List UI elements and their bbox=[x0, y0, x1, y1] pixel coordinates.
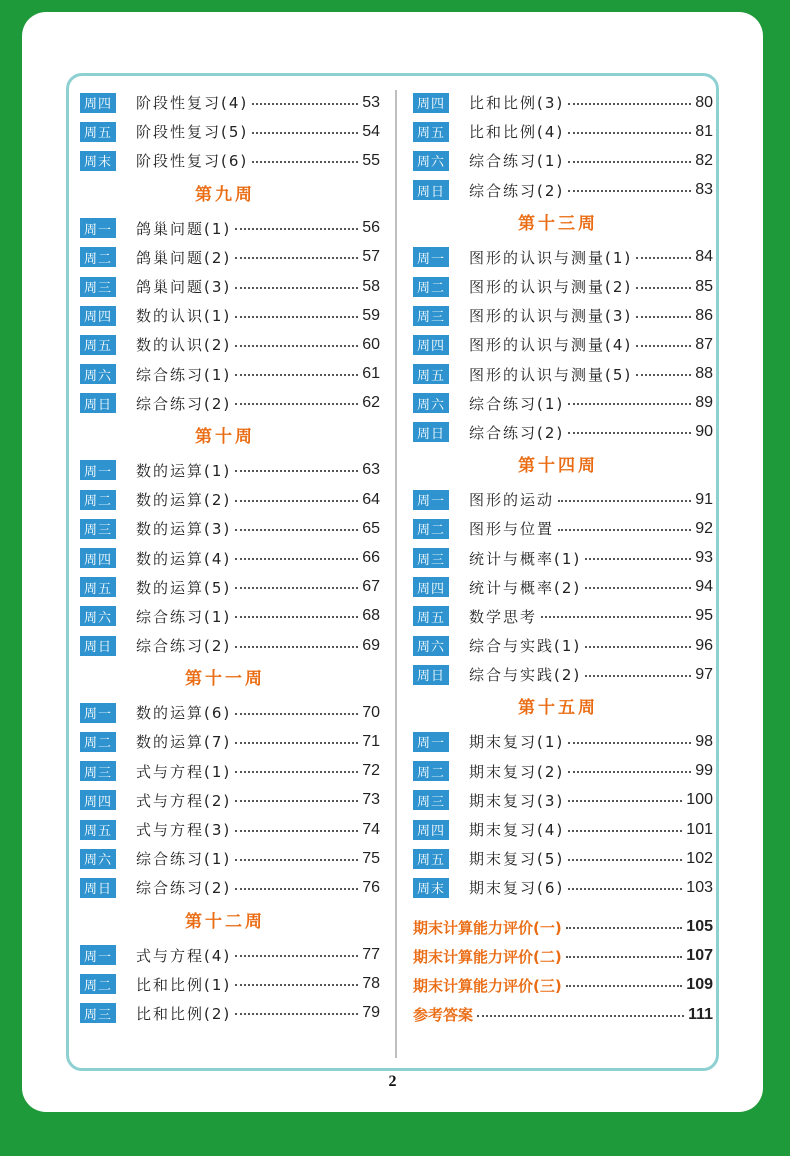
day-tag: 周一 bbox=[80, 460, 116, 480]
dot-leader bbox=[235, 470, 358, 472]
day-tag: 周三 bbox=[413, 548, 449, 568]
dot-leader bbox=[235, 228, 358, 230]
dot-leader bbox=[235, 287, 358, 289]
entry-title: 综合与实践(1) bbox=[469, 637, 582, 656]
entry-title: 图形与位置 bbox=[469, 520, 555, 539]
toc-entry[interactable] bbox=[80, 602, 380, 631]
entry-title: 数的认识(1) bbox=[136, 307, 232, 326]
week-heading: 第十三周 bbox=[518, 213, 598, 234]
entry-page-number: 85 bbox=[695, 277, 713, 295]
toc-entry[interactable] bbox=[80, 844, 380, 873]
entry-title: 式与方程(4) bbox=[136, 946, 232, 965]
entry-title: 图形的认识与测量(5) bbox=[469, 365, 633, 384]
entry-page-number: 70 bbox=[362, 703, 380, 721]
week-heading: 第十二周 bbox=[185, 911, 265, 932]
day-tag: 周二 bbox=[80, 732, 116, 752]
entry-page-number: 88 bbox=[695, 365, 713, 383]
dot-leader bbox=[235, 800, 358, 802]
entry-page-number: 101 bbox=[686, 820, 713, 838]
dot-leader bbox=[235, 558, 358, 560]
entry-title: 参考答案 bbox=[413, 1006, 474, 1025]
day-tag: 周四 bbox=[413, 335, 449, 355]
entry-page-number: 71 bbox=[362, 732, 380, 750]
entry-title: 综合练习(2) bbox=[136, 394, 232, 413]
dot-leader bbox=[636, 316, 691, 318]
toc-entry[interactable] bbox=[413, 243, 713, 272]
entry-page-number: 102 bbox=[686, 849, 713, 867]
day-tag: 周五 bbox=[413, 364, 449, 384]
entry-title: 综合练习(1) bbox=[136, 365, 232, 384]
dot-leader bbox=[568, 888, 682, 890]
dot-leader bbox=[585, 675, 691, 677]
dot-leader bbox=[252, 132, 358, 134]
entry-page-number: 89 bbox=[695, 394, 713, 412]
entry-title: 综合练习(1) bbox=[469, 152, 565, 171]
toc-entry[interactable] bbox=[80, 815, 380, 844]
toc-right-column bbox=[413, 88, 713, 1029]
toc-entry[interactable] bbox=[80, 941, 380, 970]
entry-page-number: 57 bbox=[362, 248, 380, 266]
entry-page-number: 90 bbox=[695, 423, 713, 441]
entry-page-number: 91 bbox=[695, 490, 713, 508]
week-heading: 第九周 bbox=[195, 184, 255, 205]
day-tag: 周日 bbox=[80, 636, 116, 656]
entry-title: 综合与实践(2) bbox=[469, 666, 582, 685]
day-tag: 周末 bbox=[413, 878, 449, 898]
entry-page-number: 107 bbox=[686, 947, 713, 965]
entry-title: 式与方程(1) bbox=[136, 762, 232, 781]
entry-title: 综合练习(2) bbox=[469, 181, 565, 200]
entry-page-number: 80 bbox=[695, 93, 713, 111]
entry-page-number: 86 bbox=[695, 306, 713, 324]
entry-page-number: 74 bbox=[362, 820, 380, 838]
day-tag: 周三 bbox=[80, 1003, 116, 1023]
toc-entry[interactable] bbox=[413, 176, 713, 205]
dot-leader bbox=[568, 432, 691, 434]
entry-title: 数的认识(2) bbox=[136, 336, 232, 355]
day-tag: 周日 bbox=[413, 180, 449, 200]
entry-title: 数的运算(5) bbox=[136, 578, 232, 597]
entry-page-number: 75 bbox=[362, 849, 380, 867]
dot-leader bbox=[235, 616, 358, 618]
entry-title: 图形的认识与测量(2) bbox=[469, 278, 633, 297]
day-tag: 周六 bbox=[413, 636, 449, 656]
day-tag: 周五 bbox=[80, 577, 116, 597]
entry-title: 期末复习(1) bbox=[469, 733, 565, 752]
entry-page-number: 62 bbox=[362, 394, 380, 412]
toc-entry[interactable] bbox=[413, 543, 713, 572]
toc-entry[interactable] bbox=[80, 514, 380, 543]
toc-frame bbox=[66, 73, 719, 1071]
entry-title: 比和比例(1) bbox=[136, 975, 232, 994]
dot-leader bbox=[235, 984, 358, 986]
day-tag: 周一 bbox=[413, 247, 449, 267]
toc-entry[interactable] bbox=[413, 757, 713, 786]
page-sheet bbox=[22, 12, 763, 1112]
toc-left-column bbox=[80, 88, 380, 1028]
entry-title: 数学思考 bbox=[469, 607, 538, 626]
day-tag: 周五 bbox=[80, 335, 116, 355]
day-tag: 周日 bbox=[80, 393, 116, 413]
day-tag: 周六 bbox=[80, 849, 116, 869]
toc-entry[interactable] bbox=[80, 330, 380, 359]
dot-leader bbox=[235, 257, 358, 259]
entry-page-number: 73 bbox=[362, 791, 380, 809]
dot-leader bbox=[568, 771, 691, 773]
entry-title: 阶段性复习(4) bbox=[136, 94, 249, 113]
dot-leader bbox=[636, 287, 691, 289]
toc-entry[interactable] bbox=[80, 243, 380, 272]
day-tag: 周五 bbox=[80, 820, 116, 840]
week-heading: 第十五周 bbox=[518, 698, 598, 719]
dot-leader bbox=[566, 927, 683, 929]
dot-leader bbox=[477, 1015, 684, 1017]
entry-page-number: 93 bbox=[695, 549, 713, 567]
dot-leader bbox=[585, 646, 691, 648]
entry-title: 期末复习(3) bbox=[469, 791, 565, 810]
day-tag: 周六 bbox=[80, 364, 116, 384]
entry-title: 期末复习(6) bbox=[469, 879, 565, 898]
toc-entry[interactable] bbox=[80, 456, 380, 485]
dot-leader bbox=[235, 529, 358, 531]
entry-page-number: 109 bbox=[686, 976, 713, 994]
dot-leader bbox=[252, 103, 358, 105]
entry-page-number: 96 bbox=[695, 636, 713, 654]
page-number: 2 bbox=[388, 1073, 397, 1090]
dot-leader bbox=[636, 257, 691, 259]
toc-entry[interactable] bbox=[413, 117, 713, 146]
week-heading: 第十周 bbox=[195, 426, 255, 447]
toc-extra-entry[interactable] bbox=[413, 1000, 713, 1029]
dot-leader bbox=[541, 616, 691, 618]
entry-title: 期末计算能力评价(二) bbox=[413, 947, 562, 966]
toc-entry[interactable] bbox=[413, 815, 713, 844]
dot-leader bbox=[568, 742, 691, 744]
entry-page-number: 72 bbox=[362, 762, 380, 780]
entry-title: 阶段性复习(6) bbox=[136, 152, 249, 171]
entry-title: 综合练习(1) bbox=[136, 850, 232, 869]
day-tag: 周二 bbox=[413, 761, 449, 781]
entry-title: 数的运算(6) bbox=[136, 704, 232, 723]
day-tag: 周日 bbox=[80, 878, 116, 898]
entry-page-number: 87 bbox=[695, 335, 713, 353]
entry-page-number: 67 bbox=[362, 578, 380, 596]
entry-page-number: 79 bbox=[362, 1004, 380, 1022]
day-tag: 周末 bbox=[80, 151, 116, 171]
entry-title: 期末计算能力评价(三) bbox=[413, 976, 562, 995]
entry-page-number: 56 bbox=[362, 219, 380, 237]
entry-title: 式与方程(2) bbox=[136, 791, 232, 810]
toc-extra-entry[interactable] bbox=[413, 942, 713, 971]
toc-entry[interactable] bbox=[80, 727, 380, 756]
entry-page-number: 100 bbox=[686, 791, 713, 809]
day-tag: 周四 bbox=[80, 548, 116, 568]
day-tag: 周二 bbox=[80, 247, 116, 267]
toc-extra-entry[interactable] bbox=[413, 913, 713, 942]
entry-page-number: 82 bbox=[695, 151, 713, 169]
toc-entry[interactable] bbox=[80, 970, 380, 999]
entry-page-number: 92 bbox=[695, 519, 713, 537]
day-tag: 周四 bbox=[80, 306, 116, 326]
section-gap bbox=[413, 903, 713, 913]
dot-leader bbox=[566, 956, 683, 958]
entry-title: 综合练习(2) bbox=[136, 879, 232, 898]
day-tag: 周五 bbox=[413, 122, 449, 142]
entry-title: 比和比例(3) bbox=[469, 94, 565, 113]
entry-page-number: 111 bbox=[688, 1005, 713, 1023]
toc-entry[interactable] bbox=[413, 786, 713, 815]
entry-page-number: 58 bbox=[362, 277, 380, 295]
day-tag: 周三 bbox=[80, 761, 116, 781]
dot-leader bbox=[235, 888, 358, 890]
day-tag: 周四 bbox=[413, 577, 449, 597]
entry-title: 比和比例(4) bbox=[469, 123, 565, 142]
entry-title: 数的运算(7) bbox=[136, 733, 232, 752]
entry-title: 鸽巢问题(1) bbox=[136, 219, 232, 238]
entry-page-number: 84 bbox=[695, 248, 713, 266]
day-tag: 周四 bbox=[413, 93, 449, 113]
dot-leader bbox=[566, 985, 683, 987]
dot-leader bbox=[568, 403, 691, 405]
toc-entry[interactable] bbox=[413, 573, 713, 602]
toc-entry[interactable] bbox=[80, 88, 380, 117]
dot-leader bbox=[636, 345, 691, 347]
entry-page-number: 64 bbox=[362, 490, 380, 508]
toc-entry[interactable] bbox=[80, 485, 380, 514]
dot-leader bbox=[235, 500, 358, 502]
dot-leader bbox=[558, 500, 691, 502]
entry-page-number: 76 bbox=[362, 878, 380, 896]
entry-page-number: 54 bbox=[362, 122, 380, 140]
entry-page-number: 55 bbox=[362, 151, 380, 169]
day-tag: 周四 bbox=[80, 93, 116, 113]
dot-leader bbox=[585, 558, 691, 560]
toc-entry[interactable] bbox=[413, 330, 713, 359]
day-tag: 周二 bbox=[80, 490, 116, 510]
toc-entry[interactable] bbox=[80, 786, 380, 815]
toc-entry[interactable] bbox=[413, 514, 713, 543]
toc-entry[interactable] bbox=[80, 214, 380, 243]
entry-title: 数的运算(4) bbox=[136, 549, 232, 568]
entry-title: 比和比例(2) bbox=[136, 1004, 232, 1023]
dot-leader bbox=[235, 830, 358, 832]
entry-title: 综合练习(1) bbox=[136, 607, 232, 626]
toc-entry[interactable] bbox=[413, 631, 713, 660]
entry-title: 期末复习(5) bbox=[469, 850, 565, 869]
day-tag: 周二 bbox=[80, 974, 116, 994]
entry-page-number: 98 bbox=[695, 732, 713, 750]
entry-page-number: 69 bbox=[362, 636, 380, 654]
day-tag: 周六 bbox=[413, 151, 449, 171]
toc-entry[interactable] bbox=[80, 631, 380, 660]
toc-entry[interactable] bbox=[413, 485, 713, 514]
entry-title: 阶段性复习(5) bbox=[136, 123, 249, 142]
toc-entry[interactable] bbox=[413, 418, 713, 447]
entry-page-number: 68 bbox=[362, 607, 380, 625]
entry-title: 期末计算能力评价(一) bbox=[413, 918, 562, 937]
day-tag: 周五 bbox=[413, 849, 449, 869]
dot-leader bbox=[235, 403, 358, 405]
day-tag: 周三 bbox=[413, 790, 449, 810]
toc-entry[interactable] bbox=[413, 602, 713, 631]
entry-title: 图形的认识与测量(1) bbox=[469, 248, 633, 267]
dot-leader bbox=[235, 374, 358, 376]
toc-entry[interactable] bbox=[80, 389, 380, 418]
dot-leader bbox=[558, 529, 691, 531]
day-tag: 周四 bbox=[413, 820, 449, 840]
dot-leader bbox=[235, 859, 358, 861]
toc-entry[interactable] bbox=[413, 727, 713, 756]
toc-entry[interactable] bbox=[80, 543, 380, 572]
day-tag: 周四 bbox=[80, 790, 116, 810]
day-tag: 周三 bbox=[413, 306, 449, 326]
entry-page-number: 77 bbox=[362, 946, 380, 964]
toc-entry[interactable] bbox=[80, 301, 380, 330]
entry-title: 综合练习(2) bbox=[469, 423, 565, 442]
dot-leader bbox=[636, 374, 691, 376]
toc-entry[interactable] bbox=[413, 660, 713, 689]
entry-page-number: 95 bbox=[695, 607, 713, 625]
toc-entry[interactable] bbox=[413, 873, 713, 902]
dot-leader bbox=[568, 103, 691, 105]
dot-leader bbox=[568, 800, 682, 802]
entry-page-number: 99 bbox=[695, 762, 713, 780]
day-tag: 周五 bbox=[80, 122, 116, 142]
dot-leader bbox=[235, 713, 358, 715]
toc-entry[interactable] bbox=[413, 844, 713, 873]
day-tag: 周日 bbox=[413, 422, 449, 442]
dot-leader bbox=[235, 646, 358, 648]
entry-title: 鸽巢问题(2) bbox=[136, 248, 232, 267]
week-heading: 第十一周 bbox=[185, 669, 265, 690]
toc-entry[interactable] bbox=[80, 873, 380, 902]
dot-leader bbox=[568, 859, 682, 861]
entry-page-number: 66 bbox=[362, 549, 380, 567]
entry-title: 数的运算(1) bbox=[136, 461, 232, 480]
day-tag: 周三 bbox=[80, 519, 116, 539]
entry-title: 鸽巢问题(3) bbox=[136, 278, 232, 297]
dot-leader bbox=[235, 1013, 358, 1015]
entry-page-number: 83 bbox=[695, 181, 713, 199]
toc-entry[interactable] bbox=[413, 301, 713, 330]
entry-title: 统计与概率(1) bbox=[469, 549, 582, 568]
entry-page-number: 94 bbox=[695, 578, 713, 596]
day-tag: 周日 bbox=[413, 665, 449, 685]
entry-title: 图形的认识与测量(3) bbox=[469, 307, 633, 326]
toc-entry[interactable] bbox=[413, 146, 713, 175]
entry-title: 图形的运动 bbox=[469, 491, 555, 510]
toc-entry[interactable] bbox=[80, 272, 380, 301]
day-tag: 周六 bbox=[413, 393, 449, 413]
dot-leader bbox=[235, 345, 358, 347]
entry-page-number: 81 bbox=[695, 122, 713, 140]
day-tag: 周一 bbox=[413, 490, 449, 510]
entry-page-number: 97 bbox=[695, 665, 713, 683]
day-tag: 周一 bbox=[413, 732, 449, 752]
entry-page-number: 65 bbox=[362, 519, 380, 537]
entry-title: 式与方程(3) bbox=[136, 821, 232, 840]
day-tag: 周二 bbox=[413, 277, 449, 297]
dot-leader bbox=[235, 771, 358, 773]
dot-leader bbox=[568, 161, 691, 163]
dot-leader bbox=[235, 316, 358, 318]
entry-page-number: 60 bbox=[362, 335, 380, 353]
day-tag: 周一 bbox=[80, 945, 116, 965]
day-tag: 周一 bbox=[80, 218, 116, 238]
dot-leader bbox=[568, 190, 691, 192]
toc-extra-entry[interactable] bbox=[413, 971, 713, 1000]
toc-entry[interactable] bbox=[80, 146, 380, 175]
entry-title: 期末复习(2) bbox=[469, 762, 565, 781]
entry-title: 数的运算(3) bbox=[136, 520, 232, 539]
entry-title: 图形的认识与测量(4) bbox=[469, 336, 633, 355]
toc-entry[interactable] bbox=[80, 360, 380, 389]
column-divider bbox=[395, 90, 397, 1058]
entry-page-number: 61 bbox=[362, 365, 380, 383]
day-tag: 周二 bbox=[413, 519, 449, 539]
toc-entry[interactable] bbox=[80, 117, 380, 146]
entry-page-number: 78 bbox=[362, 975, 380, 993]
entry-title: 数的运算(2) bbox=[136, 491, 232, 510]
entry-title: 期末复习(4) bbox=[469, 821, 565, 840]
dot-leader bbox=[235, 742, 358, 744]
day-tag: 周六 bbox=[80, 606, 116, 626]
day-tag: 周五 bbox=[413, 606, 449, 626]
day-tag: 周三 bbox=[80, 277, 116, 297]
dot-leader bbox=[235, 587, 358, 589]
entry-page-number: 59 bbox=[362, 306, 380, 324]
toc-entry[interactable] bbox=[80, 698, 380, 727]
dot-leader bbox=[568, 830, 682, 832]
toc-entry[interactable] bbox=[80, 999, 380, 1028]
dot-leader bbox=[585, 587, 691, 589]
toc-entry[interactable] bbox=[413, 272, 713, 301]
entry-title: 综合练习(2) bbox=[136, 637, 232, 656]
entry-page-number: 63 bbox=[362, 461, 380, 479]
entry-title: 综合练习(1) bbox=[469, 394, 565, 413]
dot-leader bbox=[235, 955, 358, 957]
toc-entry[interactable] bbox=[413, 389, 713, 418]
toc-entry[interactable] bbox=[80, 757, 380, 786]
toc-entry[interactable] bbox=[80, 573, 380, 602]
toc-entry[interactable] bbox=[413, 88, 713, 117]
dot-leader bbox=[252, 161, 358, 163]
dot-leader bbox=[568, 132, 691, 134]
day-tag: 周一 bbox=[80, 703, 116, 723]
entry-page-number: 105 bbox=[686, 918, 713, 936]
entry-page-number: 103 bbox=[686, 878, 713, 896]
toc-entry[interactable] bbox=[413, 360, 713, 389]
entry-page-number: 53 bbox=[362, 93, 380, 111]
entry-title: 统计与概率(2) bbox=[469, 578, 582, 597]
week-heading: 第十四周 bbox=[518, 456, 598, 477]
